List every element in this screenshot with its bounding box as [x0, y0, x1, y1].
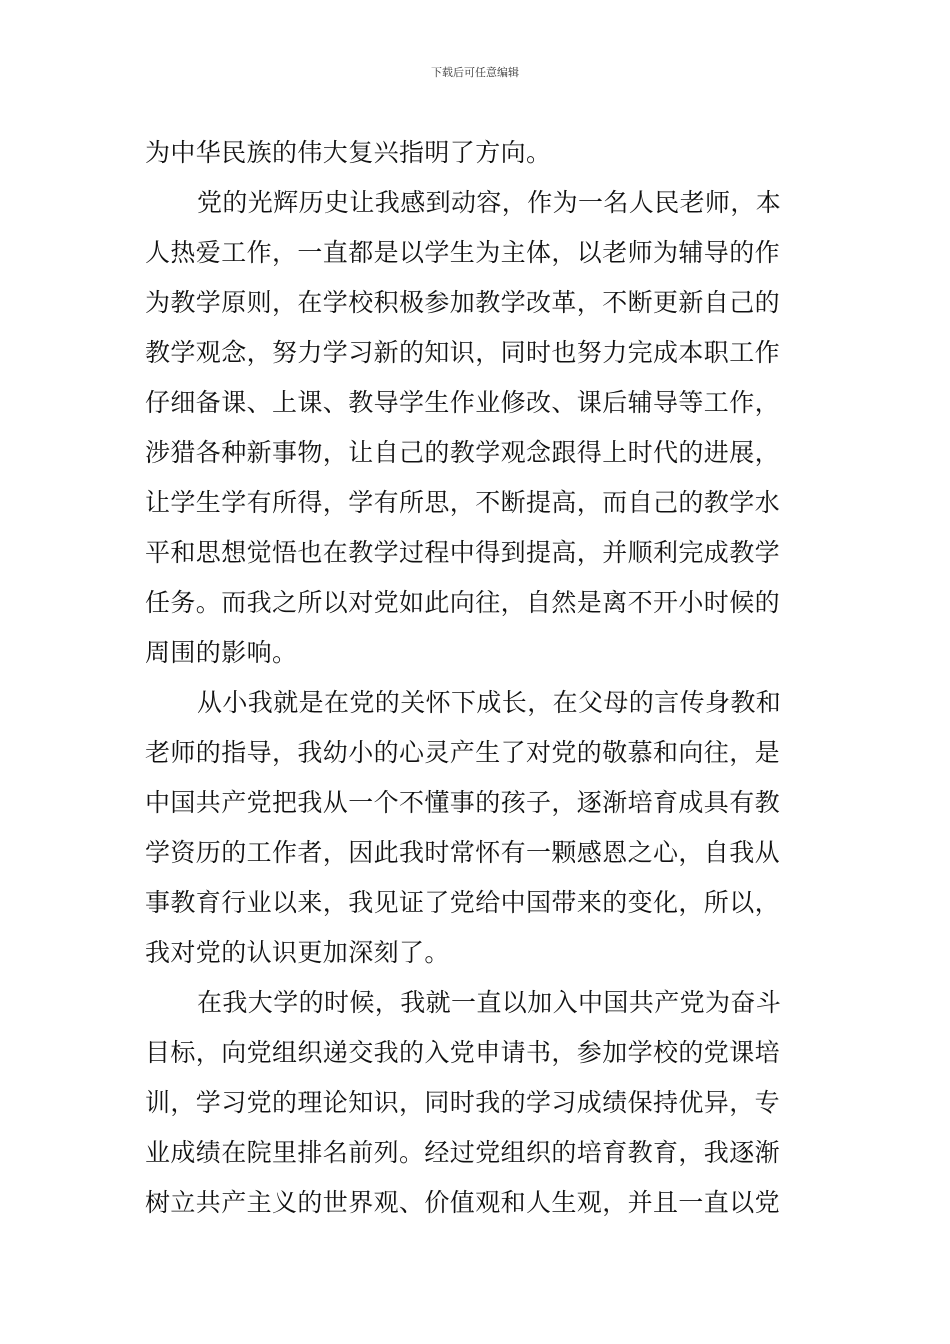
text-line: 我对党的认识更加深刻了。 [145, 938, 450, 967]
text-line: 中国共产党把我从一个不懂事的孩子，逐渐培育成具有教 [145, 788, 781, 817]
paragraph-first-line: 从小我就是在党的关怀下成长，在父母的言传身教和 [197, 688, 782, 717]
text-line: 树立共产主义的世界观、价值观和人生观，并且一直以党 [145, 1188, 781, 1217]
text-line: 任务。而我之所以对党如此向往，自然是离不开小时候的 [145, 588, 781, 617]
text-line: 为教学原则，在学校积极参加教学改革，不断更新自己的 [145, 288, 781, 317]
text-line: 老师的指导，我幼小的心灵产生了对党的敬慕和向往，是 [145, 738, 781, 767]
text-line: 仔细备课、上课、教导学生作业修改、课后辅导等工作， [145, 388, 781, 417]
text-line: 业成绩在院里排名前列。经过党组织的培育教育，我逐渐 [145, 1138, 781, 1167]
text-line: 目标，向党组织递交我的入党申请书，参加学校的党课培 [145, 1038, 781, 1067]
header-note: 下载后可任意编辑 [431, 66, 519, 79]
text-line: 事教育行业以来，我见证了党给中国带来的变化，所以， [145, 888, 781, 917]
text-line: 涉猎各种新事物，让自己的教学观念跟得上时代的进展， [145, 438, 781, 467]
text-line: 平和思想觉悟也在教学过程中得到提高，并顺利完成教学 [145, 538, 781, 567]
text-line: 学资历的工作者，因此我时常怀有一颗感恩之心，自我从 [145, 838, 781, 867]
text-line: 教学观念，努力学习新的知识，同时也努力完成本职工作 [145, 338, 781, 367]
paragraph-first-line: 党的光辉历史让我感到动容，作为一名人民老师，本 [197, 188, 782, 217]
text-line: 训，学习党的理论知识，同时我的学习成绩保持优异，专 [145, 1088, 781, 1117]
text-line: 人热爱工作，一直都是以学生为主体，以老师为辅导的作 [145, 238, 781, 267]
document-body [145, 128, 810, 1228]
text-line: 周围的影响。 [145, 638, 298, 667]
text-line: 让学生学有所得，学有所思，不断提高，而自己的教学水 [145, 488, 781, 517]
text-line: 为中华民族的伟大复兴指明了方向。 [145, 138, 552, 167]
paragraph-first-line: 在我大学的时候，我就一直以加入中国共产党为奋斗 [197, 988, 782, 1017]
